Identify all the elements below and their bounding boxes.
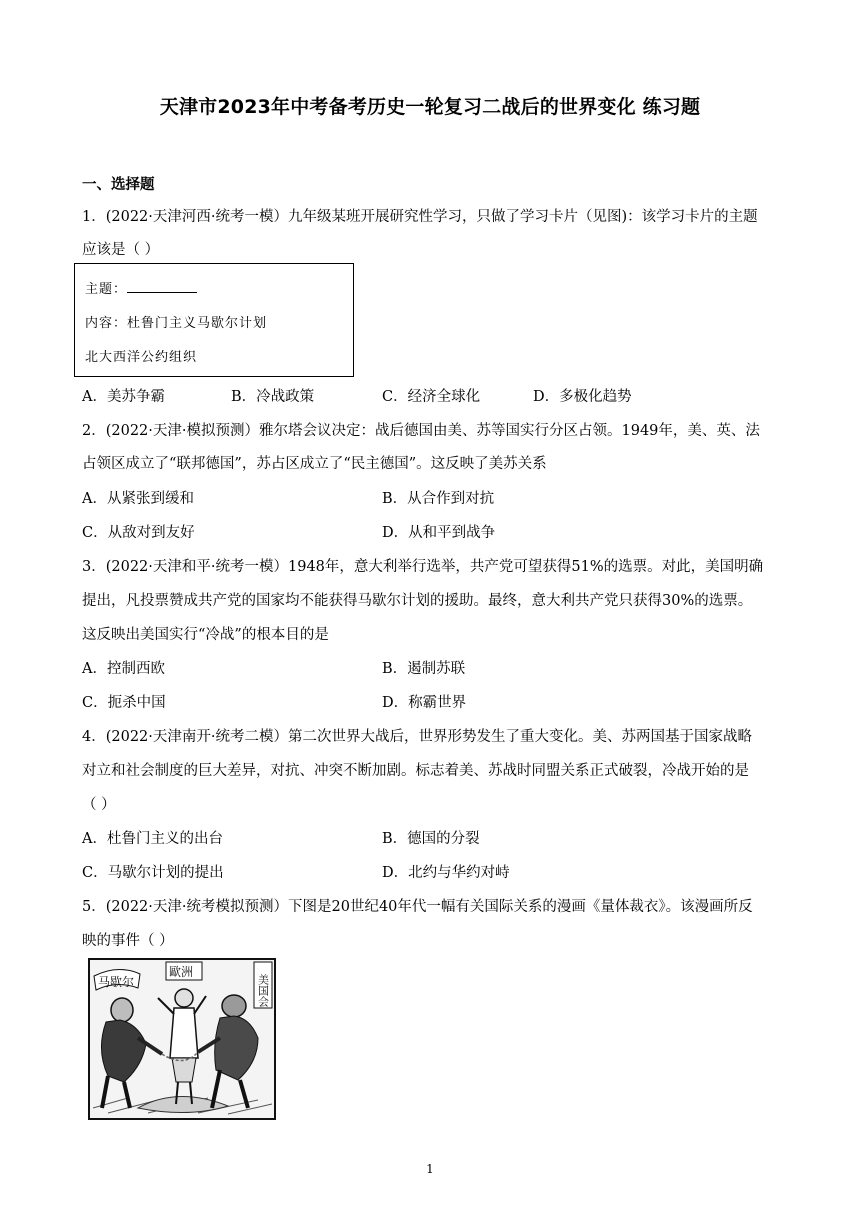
q1-option-c: C．经济全球化 — [382, 389, 481, 405]
card-subject-blank — [127, 280, 197, 293]
q4-option-c: C．马歇尔计划的提出 — [82, 865, 224, 881]
cartoon-label-center: 歐洲 — [169, 965, 194, 979]
q2-stem-line-1: 2．(2022·天津·模拟预测）雅尔塔会议决定：战后德国由美、苏等国实行分区占领。1949年，美、英、法 — [82, 423, 760, 439]
q2-option-a: A．从紧张到缓和 — [82, 491, 194, 507]
q3-stem-line-2: 提出，凡投票赞成共产党的国家均不能获得马歇尔计划的援助。最终，意大利共产党只获得30%的选票。 — [82, 593, 753, 609]
q5-stem-line-2: 映的事件（ ） — [82, 933, 174, 949]
tailoring-cartoon-image — [88, 958, 276, 1120]
q1-stem-line-2: 应该是（ ） — [82, 242, 160, 258]
document-title: 天津市2023年中考备考历史一轮复习二战后的世界变化 练习题 — [159, 96, 701, 118]
q4-stem-line-1: 4．(2022·天津南开·统考二模）第二次世界大战后，世界形势发生了重大变化。美、苏两国基于国家战略 — [82, 729, 752, 745]
q4-stem-line-3: （ ） — [82, 797, 116, 813]
q3-stem-line-3: 这反映出美国实行“冷战”的根本目的是 — [82, 627, 329, 643]
q2-option-b: B．从合作到对抗 — [382, 491, 495, 507]
cartoon-label-left: 马歇尔 — [98, 975, 135, 989]
page-number: 1 — [426, 1162, 434, 1176]
q3-option-a: A．控制西欧 — [82, 661, 165, 677]
q1-stem-line-1: 1．(2022·天津河西·统考一模）九年级某班开展研究性学习，只做了学习卡片（见图)：该学习卡片的主题 — [82, 209, 758, 225]
q4-option-b: B．德国的分裂 — [382, 831, 480, 847]
q3-option-c: C．扼杀中国 — [82, 695, 166, 711]
q5-stem-line-1: 5．(2022·天津·统考模拟预测）下图是20世纪40年代一幅有关国际关系的漫画《量体裁衣》。该漫画所反 — [82, 899, 753, 915]
card-content-line: 内容：杜鲁门主义马歇尔计划 — [85, 316, 268, 331]
q2-stem-line-2: 占领区成立了“联邦德国”，苏占区成立了“民主德国”。这反映了美苏关系 — [82, 456, 547, 472]
q4-stem-line-2: 对立和社会制度的巨大差异，对抗、冲突不断加剧。标志着美、苏战时同盟关系正式破裂，冷战开始的是 — [82, 763, 749, 779]
q2-option-d: D．从和平到战争 — [382, 525, 496, 541]
card-subject-row — [85, 278, 197, 297]
q1-option-a: A．美苏争霸 — [82, 389, 165, 405]
q3-option-d: D．称霸世界 — [382, 695, 467, 711]
q2-option-c: C．从敌对到友好 — [82, 525, 195, 541]
q3-option-b: B．遏制苏联 — [382, 661, 466, 677]
q4-option-a: A．杜鲁门主义的出台 — [82, 831, 223, 847]
cartoon-label-right: 美国会 — [256, 974, 270, 1007]
q1-option-b: B．冷战政策 — [231, 389, 315, 405]
section-heading: 一、选择题 — [82, 177, 155, 193]
q1-option-d: D．多极化趋势 — [533, 389, 632, 405]
card-line-3: 北大西洋公约组织 — [85, 350, 198, 365]
card-subject-label: 主题： — [85, 282, 128, 297]
study-card — [74, 263, 354, 377]
q4-option-d: D．北约与华约对峙 — [382, 865, 510, 881]
q3-stem-line-1: 3．(2022·天津和平·统考一模）1948年，意大利举行选举，共产党可望获得51%的选票。对此，美国明确 — [82, 559, 764, 575]
